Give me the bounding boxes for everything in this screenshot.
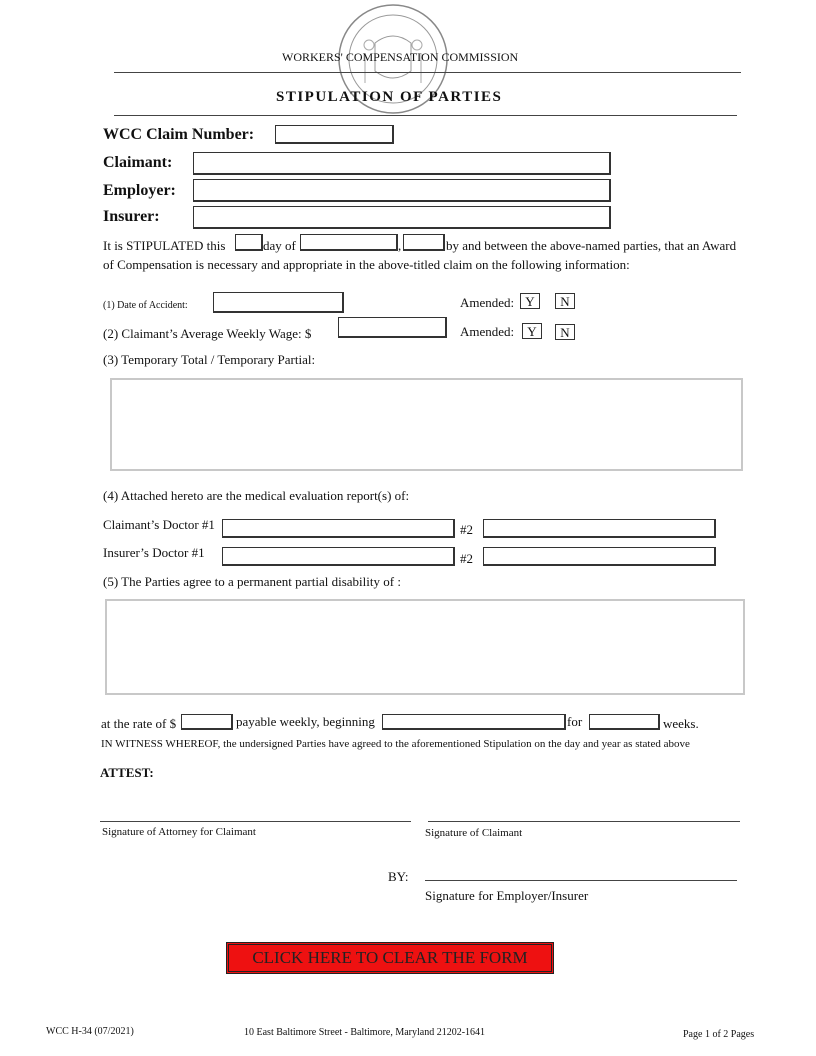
claim-number-input[interactable] xyxy=(275,125,394,144)
month-input[interactable] xyxy=(300,234,398,251)
claim-number-label: WCC Claim Number: xyxy=(103,126,255,143)
insurer-doctor-2-input[interactable] xyxy=(483,547,716,566)
day-of-text: day of xyxy=(263,238,296,253)
weeks-input[interactable] xyxy=(589,714,660,730)
signature-line xyxy=(428,821,740,822)
form-title: STIPULATION OF PARTIES xyxy=(276,89,503,105)
doctor-2-label: #2 xyxy=(460,551,473,566)
divider xyxy=(114,72,741,73)
rate-label: at the rate of $ xyxy=(101,716,177,731)
form-id: WCC H-34 (07/2021) xyxy=(46,1026,134,1037)
signature-line xyxy=(425,880,737,881)
beginning-date-input[interactable] xyxy=(382,714,566,730)
year-input[interactable] xyxy=(403,234,445,251)
rate-input[interactable] xyxy=(181,714,233,730)
payable-label: payable weekly, beginning xyxy=(236,714,375,729)
stipulated-text-cont: by and between the above-named parties, that an Award xyxy=(446,238,737,253)
temporary-label: (3) Temporary Total / Temporary Partial: xyxy=(103,352,316,367)
employer-label: Employer: xyxy=(103,182,176,199)
address: 10 East Baltimore Street - Baltimore, Maryland 21202-1641 xyxy=(244,1027,486,1038)
stipulated-text-line2: of Compensation is necessary and appropriate in the above-titled claim on the following information: xyxy=(103,257,630,272)
employer-signature-label: Signature for Employer/Insurer xyxy=(425,888,589,903)
page-number: Page 1 of 2 Pages xyxy=(683,1029,755,1040)
insurer-doctor-label: Insurer’s Doctor #1 xyxy=(103,545,205,560)
witness-text: IN WITNESS WHEREOF, the undersigned Parties have agreed to the aforementioned Stipulation on the day and year as stated above xyxy=(101,738,690,750)
claimant-signature-label: Signature of Claimant xyxy=(425,827,523,839)
stipulated-text: It is STIPULATED this xyxy=(103,238,226,253)
attest-label: ATTEST: xyxy=(100,765,154,780)
amended-yes-1[interactable]: Y xyxy=(520,293,540,309)
day-input[interactable] xyxy=(235,234,263,251)
amended-label: Amended: xyxy=(460,324,515,339)
wage-label: (2) Claimant’s Average Weekly Wage: $ xyxy=(103,326,312,341)
clear-form-button[interactable]: CLICK HERE TO CLEAR THE FORM xyxy=(226,942,554,974)
claimant-label: Claimant: xyxy=(103,154,173,171)
amended-no-2[interactable]: N xyxy=(555,324,575,340)
agency-name: WORKERS' COMPENSATION COMMISSION xyxy=(282,50,519,64)
ppd-label: (5) The Parties agree to a permanent partial disability of : xyxy=(103,574,401,589)
for-label: for xyxy=(567,714,583,729)
temporary-textarea[interactable] xyxy=(110,378,743,471)
date-accident-label: (1) Date of Accident: xyxy=(103,300,188,311)
doctor-2-label: #2 xyxy=(460,522,473,537)
comma-text: , xyxy=(398,238,402,253)
wage-input[interactable] xyxy=(338,317,447,338)
claimant-doctor-2-input[interactable] xyxy=(483,519,716,538)
weeks-label: weeks. xyxy=(663,716,699,731)
ppd-textarea[interactable] xyxy=(105,599,745,695)
insurer-label: Insurer: xyxy=(103,208,160,225)
by-label: BY: xyxy=(388,869,409,884)
attorney-signature-label: Signature of Attorney for Claimant xyxy=(102,826,256,838)
amended-label: Amended: xyxy=(460,295,515,310)
insurer-input[interactable] xyxy=(193,206,611,229)
signature-line xyxy=(100,821,411,822)
divider xyxy=(114,115,737,116)
claimant-input[interactable] xyxy=(193,152,611,175)
insurer-doctor-1-input[interactable] xyxy=(222,547,455,566)
attached-label: (4) Attached hereto are the medical evaluation report(s) of: xyxy=(103,488,410,503)
amended-no-1[interactable]: N xyxy=(555,293,575,309)
date-accident-input[interactable] xyxy=(213,292,344,313)
claimant-doctor-label: Claimant’s Doctor #1 xyxy=(103,517,215,532)
employer-input[interactable] xyxy=(193,179,611,202)
claimant-doctor-1-input[interactable] xyxy=(222,519,455,538)
amended-yes-2[interactable]: Y xyxy=(522,323,542,339)
